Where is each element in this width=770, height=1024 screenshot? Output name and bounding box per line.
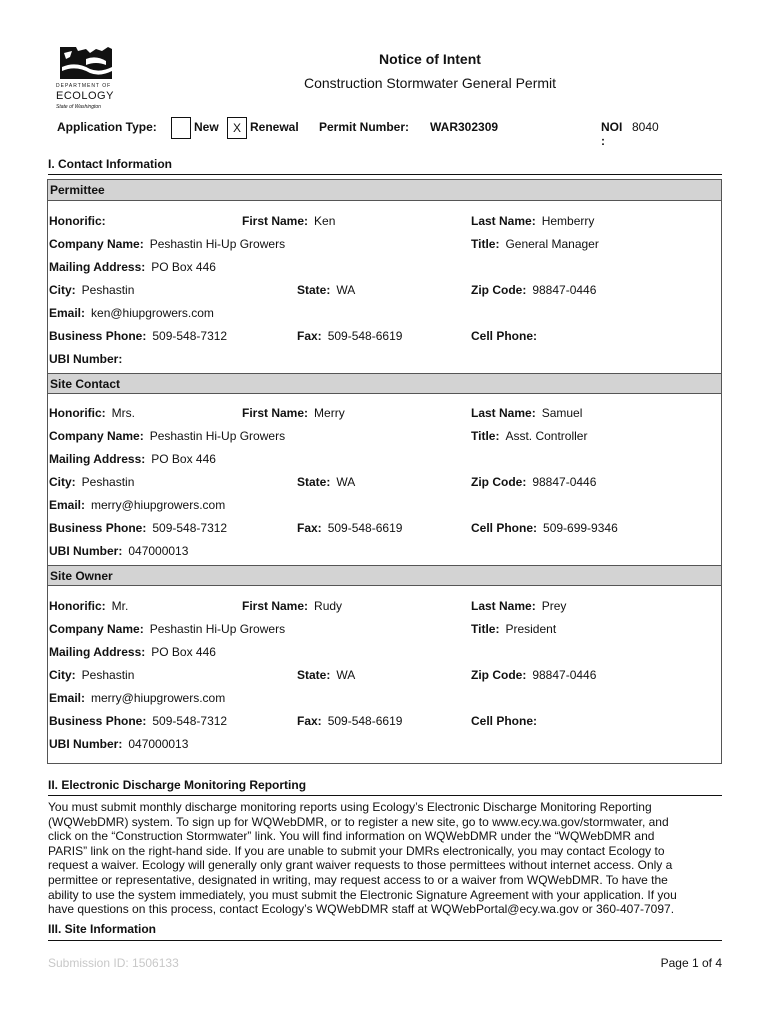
permittee-business-phone: Business Phone: 509-548-7312 (49, 329, 228, 343)
submission-id: Submission ID: 1506133 (48, 956, 179, 970)
section-1-rule (48, 174, 722, 175)
site-owner-last-name: Last Name: Prey (471, 599, 567, 613)
permit-number-value: WAR302309 (430, 120, 499, 134)
new-label: New (194, 120, 219, 134)
paragraph-line: You must submit monthly discharge monitoring reports using Ecology’s Electronic Discharge Monitoring Reporting (48, 800, 652, 814)
application-type-label: Application Type: (57, 120, 157, 134)
noi-label: NOI (601, 120, 623, 134)
site-contact-mailing: Mailing Address: PO Box 446 (49, 452, 216, 466)
site-owner-title: Title: President (471, 622, 557, 636)
section-3-heading: III. Site Information (48, 922, 157, 936)
permittee-honorific: Honorific: (49, 214, 106, 228)
site-contact-last-name: Last Name: Samuel (471, 406, 583, 420)
permittee-email: Email: ken@hiupgrowers.com (49, 306, 214, 320)
permittee-city: City: Peshastin (49, 283, 135, 297)
site-contact-email: Email: merry@hiupgrowers.com (49, 498, 226, 512)
page-title: Notice of Intent (379, 51, 481, 67)
site-owner-zip: Zip Code: 98847-0446 (471, 668, 597, 682)
section-2-rule (48, 795, 722, 796)
site-contact-business-phone: Business Phone: 509-548-7312 (49, 521, 228, 535)
site-contact-city: City: Peshastin (49, 475, 135, 489)
paragraph-line: ability to use the system immediately, you must submit the Electronic Signature Agreement with your application. If you (48, 887, 677, 902)
noi-value: 8040 (632, 120, 659, 134)
permittee-company: Company Name: Peshastin Hi-Up Growers (49, 237, 286, 251)
site-owner-ubi: UBI Number: 047000013 (49, 737, 189, 751)
logo-line-2: ECOLOGY (56, 90, 114, 102)
site-contact-first-name: First Name: Merry (242, 406, 345, 420)
section-2-heading: II. Electronic Discharge Monitoring Reporting (48, 778, 307, 792)
site-contact-ubi: UBI Number: 047000013 (49, 544, 189, 558)
site-owner-city: City: Peshastin (49, 668, 135, 682)
noi-colon: : (601, 134, 605, 148)
permittee-ubi: UBI Number: (49, 352, 123, 366)
site-contact-honorific: Honorific: Mrs. (49, 406, 135, 420)
site-owner-company: Company Name: Peshastin Hi-Up Growers (49, 622, 286, 636)
permittee-last-name: Last Name: Hemberry (471, 214, 595, 228)
paragraph-line: PARIS” link on the right-hand side. If you are unable to submit your DMRs electronically, you may contact Ecology to (48, 843, 665, 858)
site-contact-state: State: WA (297, 475, 356, 489)
page-subtitle: Construction Stormwater General Permit (303, 75, 557, 91)
site-contact-company: Company Name: Peshastin Hi-Up Growers (49, 429, 286, 443)
paragraph-line: click on the “Construction Stormwater” link. You will find information on WQWebDMR under the “WQWebDMR and (48, 829, 655, 844)
site-contact-zip: Zip Code: 98847-0446 (471, 475, 597, 489)
paragraph-line: permittee or representative, designated in writing, may request access to or a waiver from WQWebDMR. To have the (48, 872, 668, 887)
contact-information-box (47, 179, 722, 764)
paragraph-line: (WQWebDMR) system. To sign up for WQWebDMR, or to register a new site, go to www.ecy.wa.gov/stormwater, and (48, 814, 669, 829)
permit-number-label: Permit Number: (319, 120, 410, 134)
site-owner-fax: Fax: 509-548-6619 (297, 714, 403, 728)
application-type-row (57, 117, 730, 148)
paragraph-line: have questions on this process, contact Ecology’s WQWebDMR staff at WQWebPortal@ecy.wa.gov or 360-407-7097. (48, 902, 675, 917)
permittee-title: Title: General Manager (471, 237, 599, 251)
site-owner-state: State: WA (297, 668, 356, 682)
renewal-checkbox[interactable]: X (227, 117, 247, 139)
permittee-first-name: First Name: Ken (242, 214, 336, 228)
permittee-zip: Zip Code: 98847-0446 (471, 283, 597, 297)
section-1-heading: I. Contact Information (48, 157, 172, 171)
section-3-rule (48, 940, 722, 941)
site-owner-email: Email: merry@hiupgrowers.com (49, 691, 226, 705)
site-contact-band: Site Contact (48, 373, 721, 394)
site-owner-honorific: Honorific: Mr. (49, 599, 129, 613)
permittee-fax: Fax: 509-548-6619 (297, 329, 403, 343)
permittee-mailing: Mailing Address: PO Box 446 (49, 260, 216, 274)
permittee-band: Permittee (48, 180, 721, 201)
permittee-state: State: WA (297, 283, 356, 297)
site-contact-fax: Fax: 509-548-6619 (297, 521, 403, 535)
edmr-paragraph (48, 800, 722, 917)
site-contact-cell-phone: Cell Phone: 509-699-9346 (471, 521, 618, 535)
page-number: Page 1 of 4 (660, 956, 722, 970)
site-owner-cell-phone: Cell Phone: (471, 714, 538, 728)
logo-line-1: DEPARTMENT OF (56, 83, 112, 89)
site-owner-mailing: Mailing Address: PO Box 446 (49, 645, 216, 659)
new-checkbox[interactable] (171, 117, 191, 139)
permittee-cell-phone: Cell Phone: (471, 329, 538, 343)
site-contact-title: Title: Asst. Controller (471, 429, 588, 443)
site-owner-business-phone: Business Phone: 509-548-7312 (49, 714, 228, 728)
renewal-label: Renewal (250, 120, 299, 134)
site-owner-first-name: First Name: Rudy (242, 599, 343, 613)
paragraph-line: request a waiver. Ecology will generally only grant waiver requests to those permittees without internet access. Only a (48, 858, 673, 873)
logo-line-3: State of Washington (56, 104, 101, 110)
site-owner-band: Site Owner (48, 565, 721, 586)
